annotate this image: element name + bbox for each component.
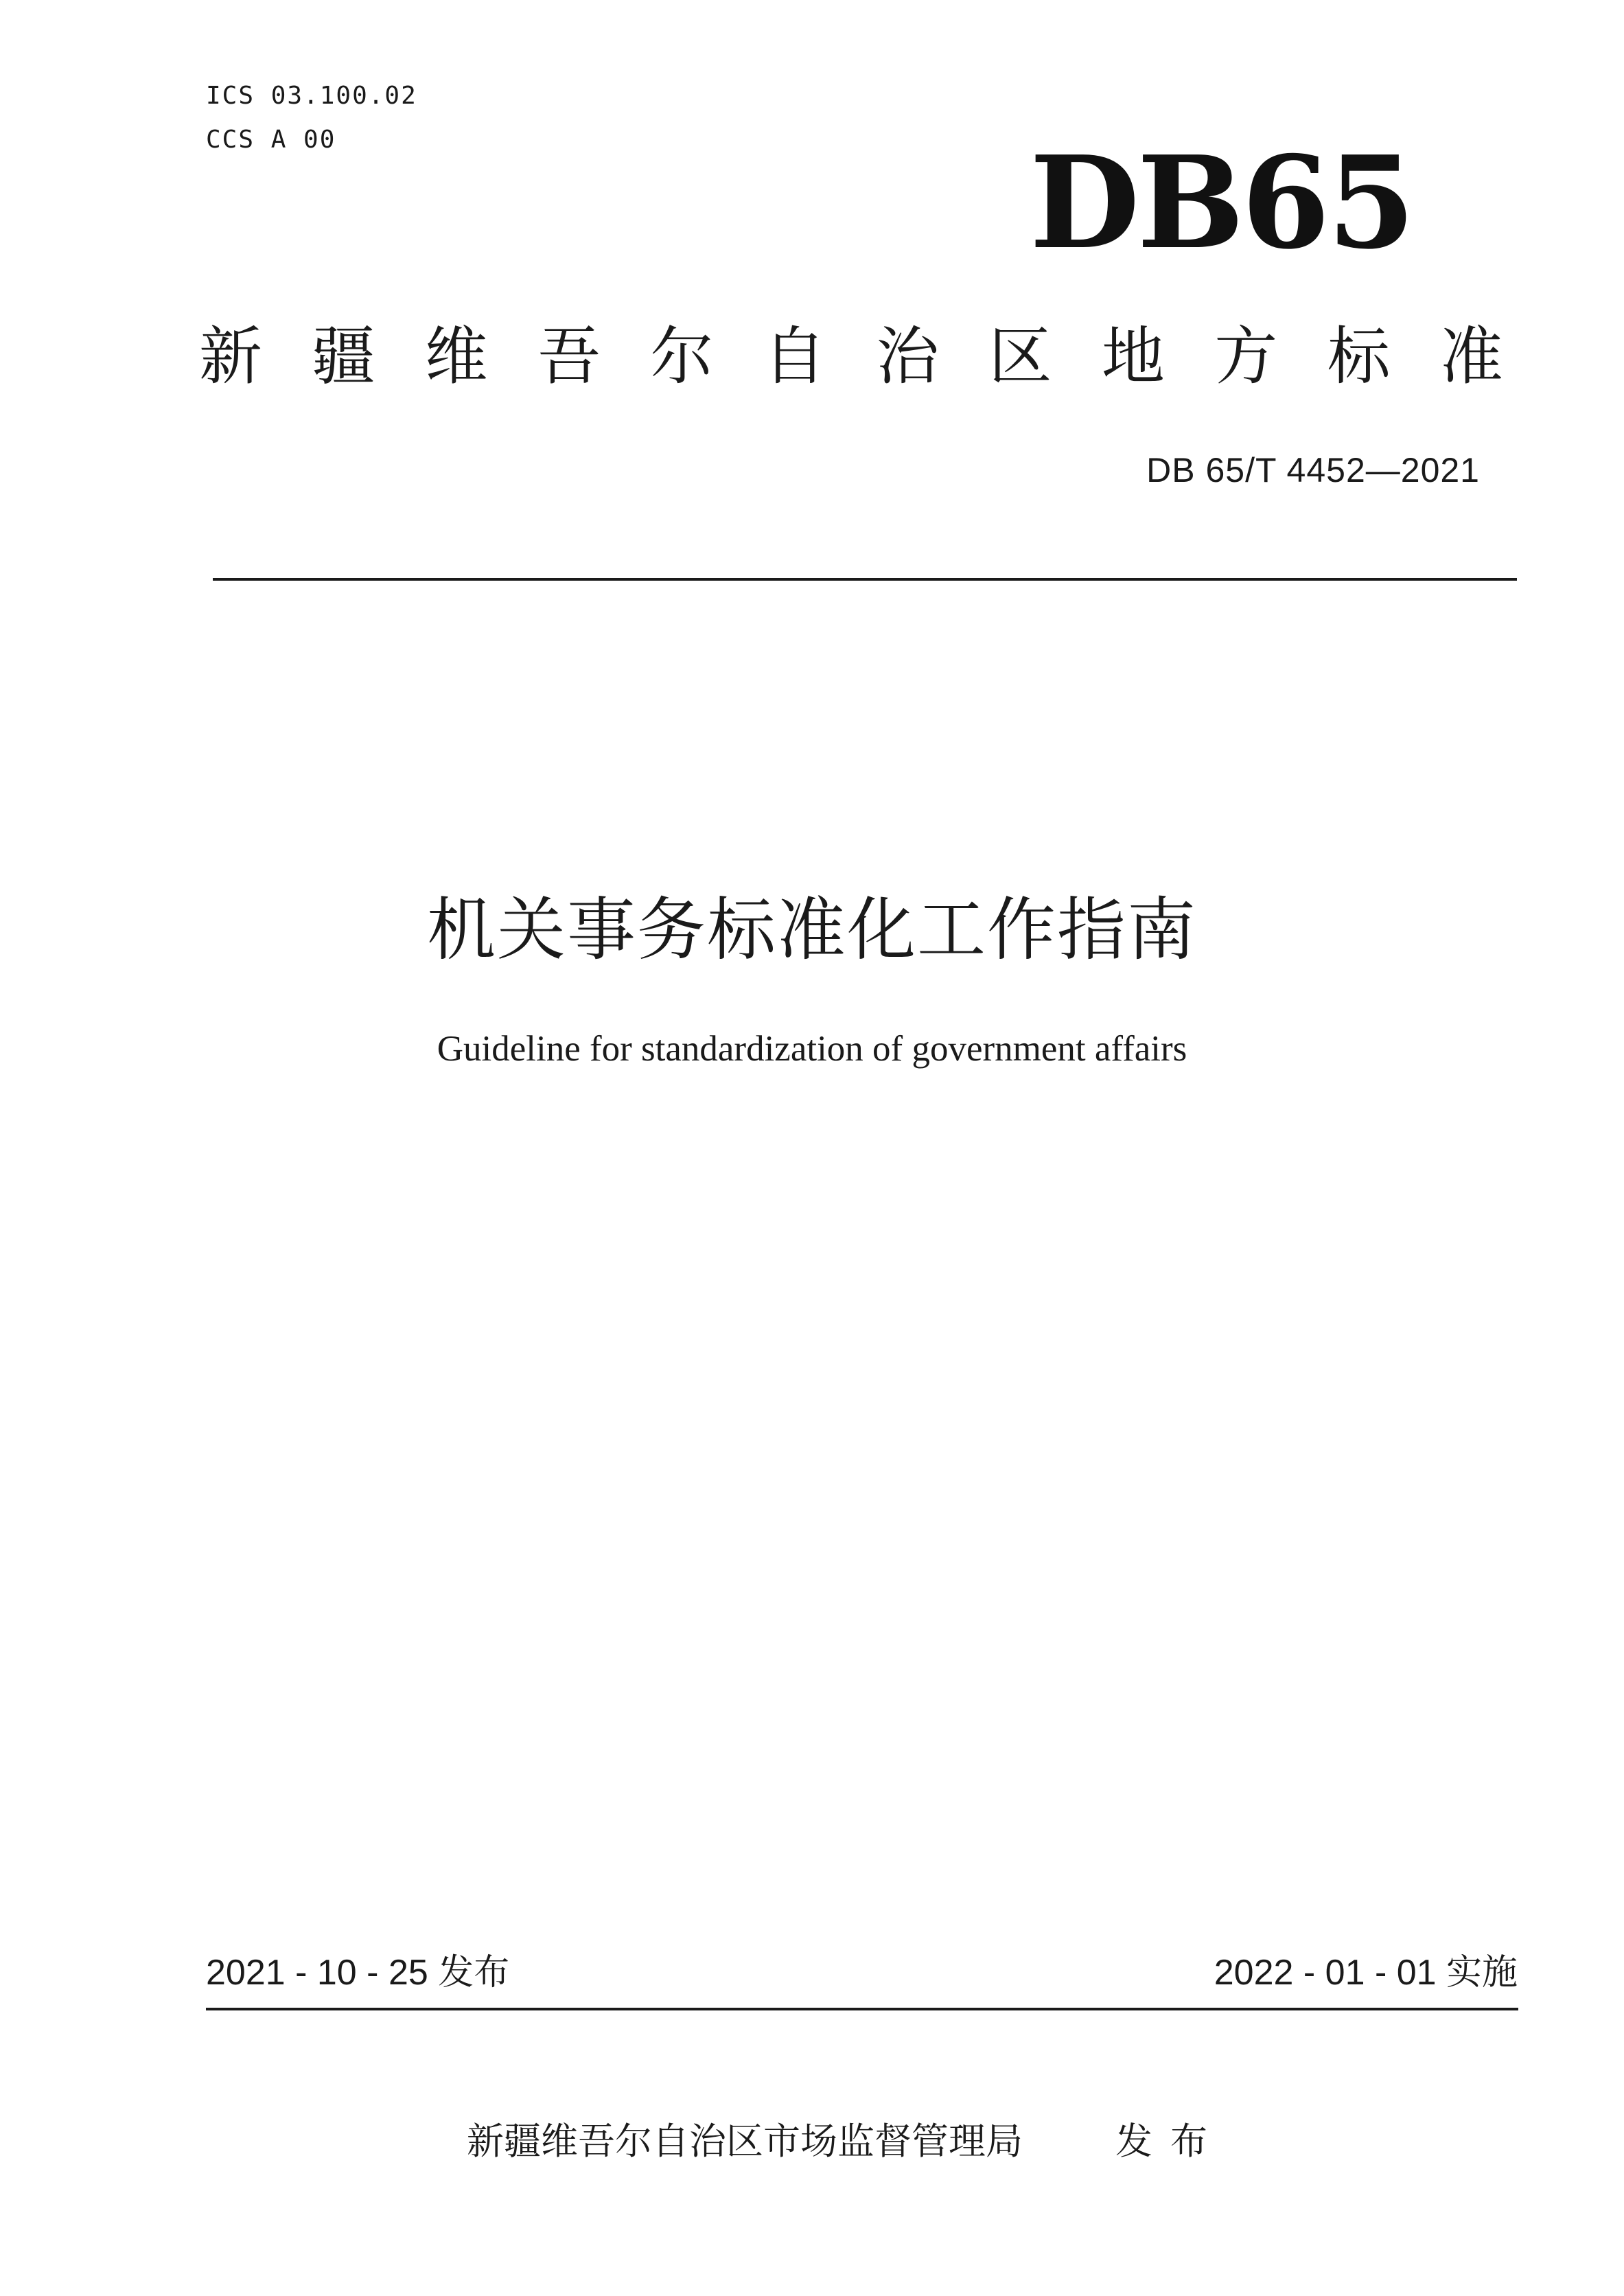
standard-type-char: 标 bbox=[1327, 320, 1391, 393]
standard-type-char: 吾 bbox=[537, 320, 601, 393]
standard-type-char: 准 bbox=[1439, 320, 1503, 393]
ccs-code: CCS A 00 bbox=[206, 126, 336, 154]
standard-number: DB 65/T 4452—2021 bbox=[1146, 451, 1480, 489]
standard-type-char: 疆 bbox=[312, 320, 375, 393]
ics-code: ICS 03.100.02 bbox=[206, 82, 417, 110]
db65-logo: DB65 bbox=[1030, 128, 1413, 277]
standard-type-char: 治 bbox=[876, 320, 940, 393]
standard-type-char: 维 bbox=[424, 320, 488, 393]
document-title-chinese: 机关事务标准化工作指南 bbox=[427, 890, 1197, 970]
bottom-divider bbox=[206, 2008, 1518, 2010]
standard-type-heading bbox=[199, 316, 1503, 398]
standard-type-char: 区 bbox=[988, 320, 1052, 393]
implementation-date: 2022 - 01 - 01 实施 bbox=[1214, 1953, 1518, 1993]
publish-label: 发布 bbox=[1115, 2120, 1225, 2163]
top-divider bbox=[213, 578, 1517, 581]
standard-type-char: 尔 bbox=[650, 320, 714, 393]
publisher-name: 新疆维吾尔自治区市场监督管理局 bbox=[467, 2120, 1023, 2163]
standard-type-char: 方 bbox=[1214, 320, 1278, 393]
release-date: 2021 - 10 - 25 发布 bbox=[206, 1953, 510, 1993]
standard-type-char: 自 bbox=[763, 320, 826, 393]
standard-type-char: 地 bbox=[1101, 320, 1165, 393]
document-title-english: Guideline for standardization of government affairs bbox=[437, 1029, 1187, 1069]
standard-type-char: 新 bbox=[199, 320, 263, 393]
